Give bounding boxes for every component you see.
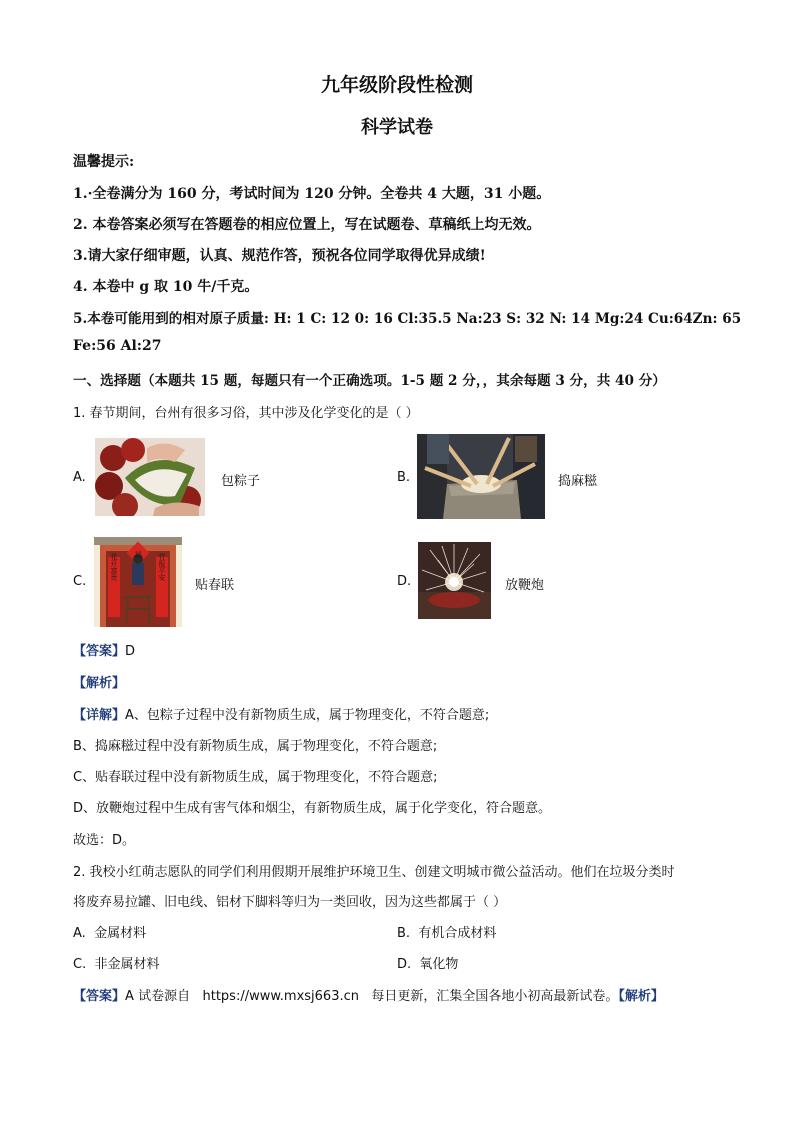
notice-item-1: 1.·全卷满分为 160 分，考试时间为 120 分钟。全卷共 4 大题，31 小题。 — [73, 186, 551, 202]
q1-option-b-text: 捣麻糍 — [558, 474, 598, 489]
q1-option-c-text: 贴春联 — [195, 578, 235, 593]
source-note: 每日更新，汇集全国各地小初高最新试卷。 — [371, 989, 619, 1004]
notice-item-3: 3.请大家仔细审题，认真、规范作答，预祝各位同学取得优异成绩! — [73, 248, 486, 264]
q1-detail-4: D、放鞭炮过程中生成有害气体和烟尘，有新物质生成，属于化学变化，符合题意。 — [73, 801, 552, 816]
q1-option-d-text: 放鞭炮 — [505, 578, 545, 593]
q2-option-b-letter: B. — [397, 926, 411, 941]
q2-option-b-text: 有机合成材料 — [418, 926, 497, 941]
source-text: 试卷源自 — [138, 989, 191, 1004]
q2-answer-line — [73, 985, 664, 1004]
notice-item-4: 4. 本卷中 g 取 10 牛/千克。 — [73, 279, 259, 295]
q2-option-c-text: 非金属材料 — [94, 957, 160, 972]
q1-detail-1 — [73, 704, 489, 723]
answer-label: 【答案】 — [73, 989, 126, 1004]
q2-stem-line-2: 将废弃易拉罐、旧电线、铝材下脚料等归为一类回收，因为这些都属于（ ） — [73, 895, 507, 910]
analysis-label: 【解析】 — [618, 989, 664, 1004]
q1-option-b-letter: B. — [397, 470, 411, 485]
notice-item-5: 5.本卷可能用到的相对原子质量: H: 1 C: 12 0: 16 Cl:35.5 Na:23 S: 32 N: 14 Mg:24 Cu:64Zn: 65 — [73, 311, 742, 327]
zongzi-image — [95, 438, 205, 516]
q1-detail-3: C、贴春联过程中没有新物质生成，属于物理变化，不符合题意; — [73, 770, 438, 785]
couplet-left-text: 花开富贵 — [110, 553, 118, 581]
q1-detail-2: B、捣麻糍过程中没有新物质生成，属于物理变化，不符合题意; — [73, 739, 438, 754]
q1-analysis-label: 【解析】 — [73, 676, 126, 691]
q2-option-c — [73, 953, 160, 972]
detail-label: 【详解】 — [73, 708, 126, 723]
q2-option-d-letter: D. — [397, 957, 412, 972]
q1-option-a-text: 包粽子 — [221, 474, 261, 489]
q2-option-a-text: 金属材料 — [94, 926, 147, 941]
q1-option-d-letter: D. — [397, 574, 412, 589]
q1-stem: 1. 春节期间，台州有很多习俗，其中涉及化学变化的是（ ） — [73, 406, 419, 421]
q2-option-a — [73, 922, 146, 941]
notice-item-2: 2. 本卷答案必须写在答题卷的相应位置上，写在试题卷、草稿纸上均无效。 — [73, 217, 541, 233]
q2-option-a-letter: A. — [73, 926, 86, 941]
couplet-image — [94, 537, 182, 627]
answer-value: A — [125, 989, 134, 1004]
couplet-right-text: 竹报平安 — [158, 553, 166, 581]
q1-option-a-letter: A. — [73, 470, 86, 485]
mochi-pounding-image — [417, 434, 545, 519]
q2-option-c-letter: C. — [73, 957, 87, 972]
q1-option-c-letter: C. — [73, 574, 87, 589]
source-link[interactable]: https://www.mxsj663.cn — [202, 989, 359, 1004]
q2-option-d — [397, 953, 458, 972]
exam-title: 九年级阶段性检测 — [320, 74, 473, 96]
q2-stem-line-1: 2. 我校小红萌志愿队的同学们利用假期开展维护环境卫生、创建文明城市微公益活动。他们在垃圾分类时 — [73, 865, 675, 880]
q2-option-b — [397, 922, 496, 941]
answer-label: 【答案】 — [73, 644, 126, 659]
exam-subtitle: 科学试卷 — [361, 117, 433, 138]
notice-item-5-cont: Fe:56 Al:27 — [73, 338, 162, 354]
notice-heading: 温馨提示: — [73, 154, 135, 170]
section-1-heading: 一、选择题（本题共 15 题，每题只有一个正确选项。1-5 题 2 分，，其余每题 3 分，共 40 分） — [73, 373, 666, 389]
q1-conclusion: 故选：D。 — [73, 833, 136, 848]
answer-value: D — [125, 644, 136, 659]
q1-answer — [73, 640, 135, 659]
couplet-top-text: 福 — [134, 551, 142, 559]
q2-option-d-text: 氧化物 — [419, 957, 459, 972]
firecracker-image — [418, 542, 491, 619]
detail-text: A、包粽子过程中没有新物质生成，属于物理变化，不符合题意; — [125, 708, 490, 723]
